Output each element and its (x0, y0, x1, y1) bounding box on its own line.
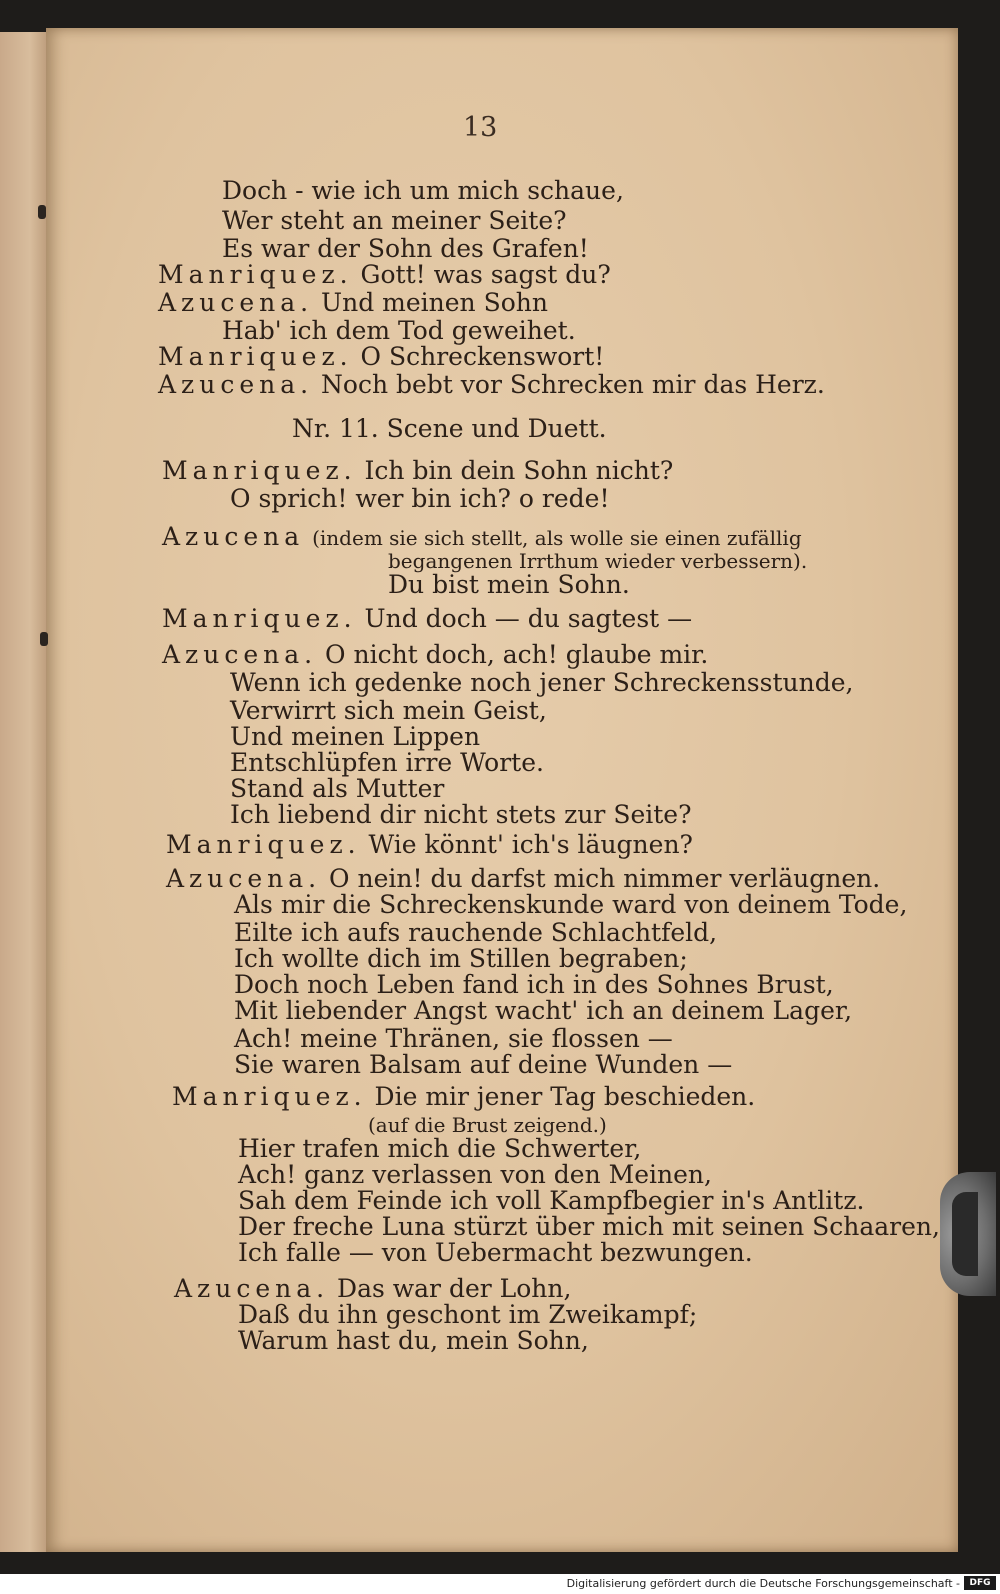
line-text: Als mir die Schreckenskunde ward von deinem Tode, (234, 890, 908, 919)
dialogue-line (158, 342, 604, 372)
line-text: Doch noch Leben fand ich in des Sohnes Brust, (234, 970, 834, 999)
binding-mark (40, 632, 48, 646)
dialogue-line (166, 830, 693, 860)
dialogue-line (162, 604, 692, 634)
verse-line (222, 176, 624, 206)
verse-line (388, 570, 630, 600)
dialogue-line (158, 260, 611, 290)
speaker-name: Azucena. (166, 864, 322, 893)
line-text: Sie waren Balsam auf deine Wunden — (234, 1050, 733, 1079)
line-text: Das war der Lohn, (337, 1274, 572, 1303)
speaker-name: Manriquez. (166, 830, 361, 859)
speaker-name: Azucena. (158, 288, 314, 317)
verse-line (234, 1050, 732, 1080)
line-text: Es war der Sohn des Grafen! (222, 234, 589, 263)
line-text: Verwirrt sich mein Geist, (230, 696, 547, 725)
verse-line (234, 890, 907, 920)
line-text: Nr. 11. Scene und Duett. (292, 414, 607, 443)
line-text: Ich bin dein Sohn nicht? (364, 456, 674, 485)
verse-line (238, 1326, 589, 1356)
line-text: Gott! was sagst du? (360, 260, 611, 289)
section-heading (292, 414, 607, 444)
dfg-logo: DFG (964, 1576, 996, 1590)
line-text: Entschlüpfen irre Worte. (230, 748, 544, 777)
verse-line (230, 800, 691, 830)
dialogue-line (158, 288, 548, 318)
line-text: Ach! meine Thränen, sie flossen — (234, 1024, 673, 1053)
line-text: Und doch — du sagtest — (364, 604, 693, 633)
line-text: O Schreckenswort! (360, 342, 605, 371)
line-text: O nein! du darfst mich nimmer verläugnen. (329, 864, 881, 893)
line-text: Und meinen Lippen (230, 722, 481, 751)
speaker-name: Manriquez. (162, 604, 357, 633)
line-text: O nicht doch, ach! glaube mir. (325, 640, 709, 669)
line-text: Stand als Mutter (230, 774, 445, 803)
line-text: Wie könnt' ich's läugnen? (368, 830, 693, 859)
speaker-name: Manriquez. (158, 342, 353, 371)
line-text: O sprich! wer bin ich? o rede! (230, 484, 610, 513)
line-text: Hier trafen mich die Schwerter, (238, 1134, 642, 1163)
line-text: Ich liebend dir nicht stets zur Seite? (230, 800, 692, 829)
line-text: Ich wollte dich im Stillen begraben; (234, 944, 688, 973)
speaker-name: Azucena. (158, 370, 314, 399)
line-text: begangenen Irrthum wieder verbessern). (388, 549, 808, 573)
line-text: Hab' ich dem Tod geweihet. (222, 316, 576, 345)
speaker-name: Manriquez. (158, 260, 353, 289)
binding-mark (38, 205, 46, 219)
dialogue-line (172, 1082, 755, 1112)
funding-credit: Digitalisierung gefördert durch die Deutsche Forschungsgemeinschaft - (566, 1577, 960, 1590)
stage-direction: (indem sie sich stellt, als wolle sie einen zufällig (312, 526, 802, 550)
verse-line (222, 206, 567, 236)
line-text: Wer steht an meiner Seite? (222, 206, 567, 235)
page-number: 13 (463, 112, 498, 143)
line-text: (auf die Brust zeigend.) (368, 1113, 607, 1137)
dialogue-line (162, 640, 708, 670)
line-text: Ich falle — von Uebermacht bezwungen. (238, 1238, 753, 1267)
line-text: Warum hast du, mein Sohn, (238, 1326, 589, 1355)
speaker-name: Azucena (162, 522, 305, 551)
line-text: Der freche Luna stürzt über mich mit seinen Schaaren, (238, 1212, 940, 1241)
speaker-name: Manriquez. (162, 456, 357, 485)
line-text: Wenn ich gedenke noch jener Schreckensstunde, (230, 668, 854, 697)
verse-line (238, 1238, 753, 1268)
line-text: Doch - wie ich um mich schaue, (222, 176, 624, 205)
speaker-name: Azucena. (174, 1274, 330, 1303)
line-text: Daß du ihn geschont im Zweikampf; (238, 1300, 698, 1329)
line-text: Mit liebender Angst wacht' ich an deinem Lager, (234, 996, 853, 1025)
line-text: Ach! ganz verlassen von den Meinen, (238, 1160, 712, 1189)
line-text: Sah dem Feinde ich voll Kampfbegier in's Antlitz. (238, 1186, 865, 1215)
line-text: Du bist mein Sohn. (388, 570, 630, 599)
speaker-name: Azucena. (162, 640, 318, 669)
dialogue-line (162, 456, 673, 486)
verse-line (234, 996, 852, 1026)
left-page-edge (0, 32, 50, 1552)
verse-line (230, 668, 853, 698)
line-text: Eilte ich aufs rauchende Schlachtfeld, (234, 918, 718, 947)
page-clip-inner (952, 1192, 978, 1276)
line-text: Und meinen Sohn (321, 288, 548, 317)
line-text: Die mir jener Tag beschieden. (374, 1082, 756, 1111)
verse-line (230, 484, 610, 514)
dialogue-line (158, 370, 825, 400)
speaker-name: Manriquez. (172, 1082, 367, 1111)
line-text: Noch bebt vor Schrecken mir das Herz. (321, 370, 825, 399)
